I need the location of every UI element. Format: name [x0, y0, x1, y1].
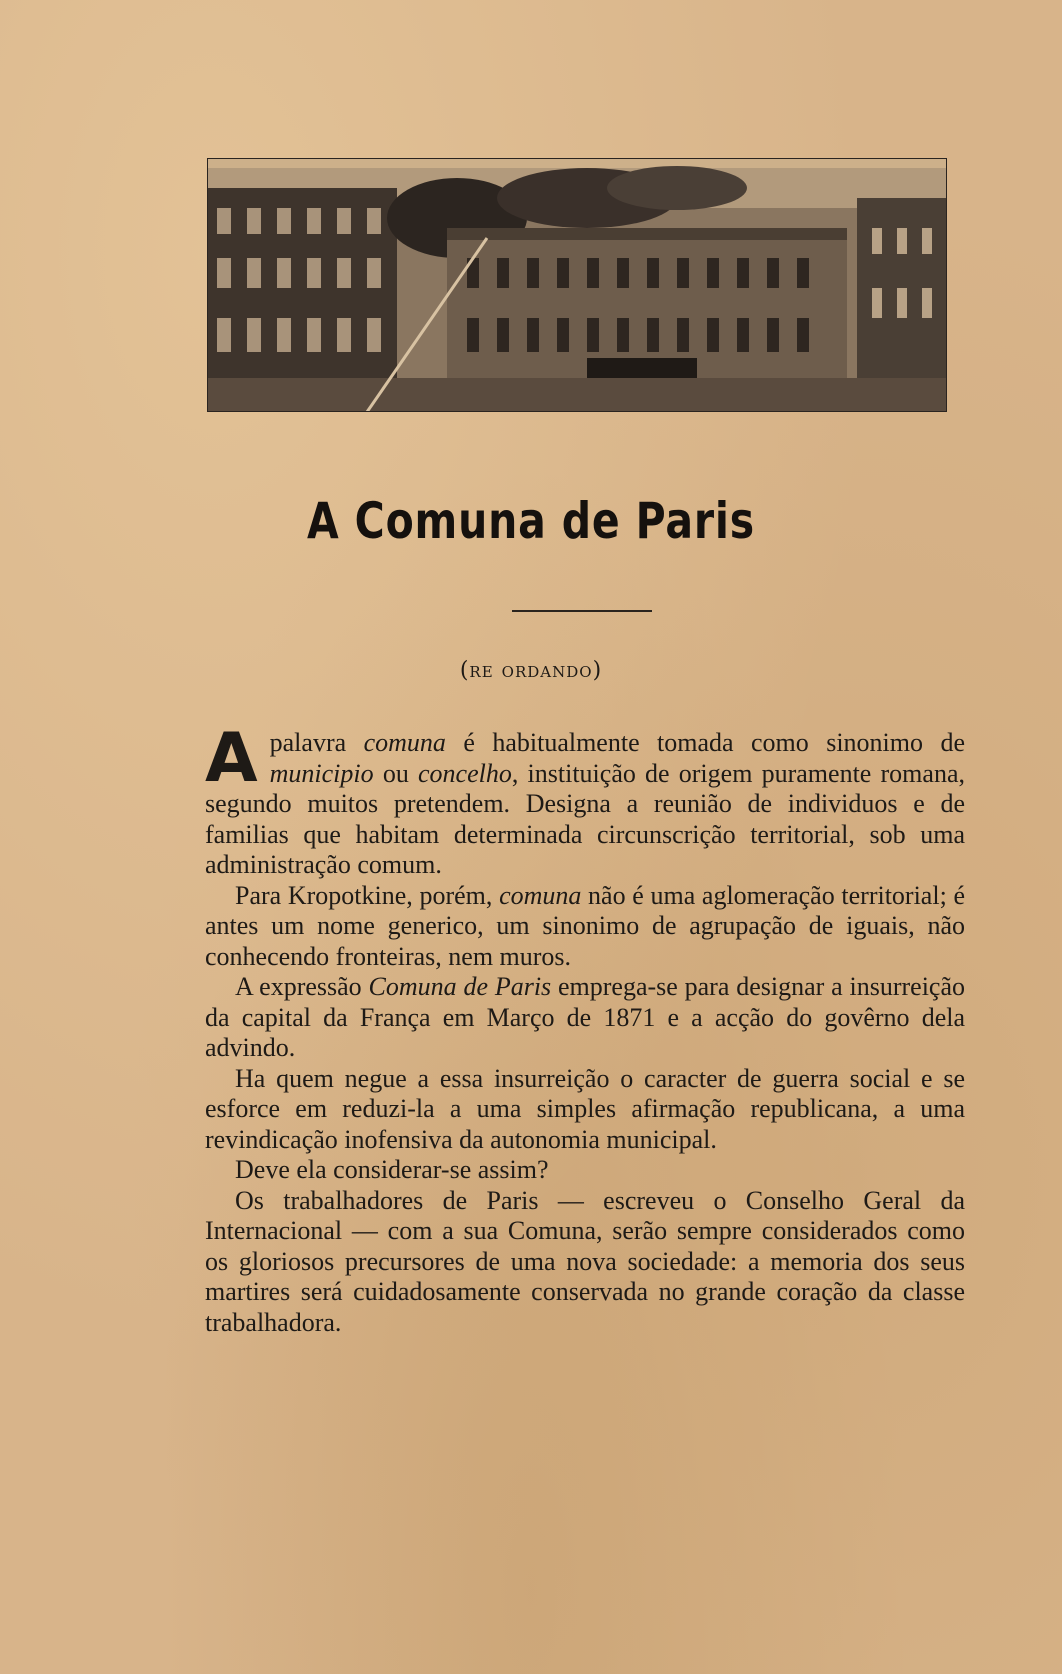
italic-term: municipio — [269, 758, 374, 788]
engraving-illustration — [207, 158, 947, 412]
text-run: emprega-se para designar a insurreição da capital da França em Março de 1871 e a acção do govêrno dela advindo. — [205, 972, 965, 1062]
italic-term: Comuna de Paris — [368, 972, 552, 1001]
text-run: ou — [373, 758, 419, 788]
article-title: A Comuna de Paris — [307, 492, 755, 550]
text-run: , instituição de origem puramente romana, segundo muitos pretendem. Designa a reunião de individuos e de familias que habitam determinada circunscrição territorial, sob uma administração comum. — [205, 758, 965, 879]
paragraph-1 — [205, 719, 965, 881]
text-run: Para Kropotkine, porém, — [235, 880, 500, 910]
text-run: A expressão — [235, 972, 369, 1001]
italic-term: concelho — [418, 758, 512, 788]
paragraph-6: Os trabalhadores de Paris — escreveu o Conselho Geral da Internacional — com a sua Comuna, serão sempre considerados como os gloriosos precursores de uma nova sociedade: a memoria dos seus martires será cuidadosamente conservada no grande coração da classe trabalhadora. — [205, 1185, 965, 1337]
paragraph-3 — [205, 972, 965, 1064]
text-run: não é uma aglomeração territorial; é antes um nome generico, um sinonimo de agrupação de iguais, não conhecendo fronteiras, nem muros. — [205, 880, 965, 971]
article-subtitle: (re ordando) — [459, 658, 603, 683]
text-run: palavra — [269, 728, 364, 757]
drop-cap: A — [205, 719, 258, 798]
paragraph-4: Ha quem negue a essa insurreição o caracter de guerra social e se esforce em reduzi-la a uma simples afirmação republicana, a uma revindicação inofensiva da autonomia municipal. — [205, 1063, 965, 1154]
paragraph-2 — [205, 881, 965, 973]
article-body — [205, 719, 965, 1338]
text-run: é habitualmente tomada como sinonimo de — [445, 728, 965, 757]
italic-term: comuna — [499, 880, 582, 910]
paragraph-5: Deve ela considerar-se assim? — [235, 1155, 549, 1184]
italic-term: comuna — [363, 728, 446, 757]
title-divider — [512, 610, 652, 612]
